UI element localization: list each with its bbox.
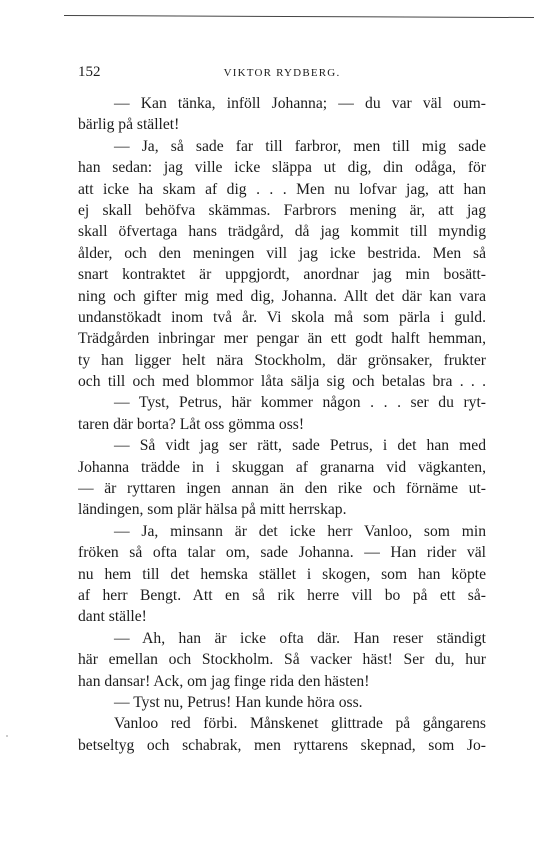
text-line: ty han ligger helt nära Stockholm, där grönsaker, frukter bbox=[78, 351, 486, 369]
text-line: ländingen, som plär hälsa på mitt herrskap. bbox=[78, 501, 347, 519]
text-line: taren där borta? Låt oss gömma oss! bbox=[78, 415, 305, 433]
text-line: — är ryttaren ingen annan än den rike och förnäme ut- bbox=[78, 480, 486, 498]
text-line: han sedan: jag ville icke släppa ut dig, din odåga, för bbox=[78, 159, 486, 177]
text-line: — Kan tänka, inföll Johanna; — du var väl oum- bbox=[114, 95, 486, 112]
text-line: af herr Bengt. Att en så rik herre vill bo på ett så- bbox=[78, 586, 486, 604]
text-line: Johanna trädde in i skuggan af granarna vid vägkanten, bbox=[78, 458, 486, 476]
text-line: undanstökadt inom två år. Vi skola må som pärla i guld. bbox=[78, 308, 486, 326]
text-line: här emellan och Stockholm. Så vacker häst! Ser du, hur bbox=[78, 651, 486, 669]
text-line: Vanloo red förbi. Månskenet glittrade på gångarens bbox=[114, 715, 486, 733]
text-line: han dansar! Ack, om jag finge rida den hästen! bbox=[78, 672, 370, 690]
text-line: skall öfvertaga hans trädgård, då jag kommit till myndig bbox=[78, 223, 486, 241]
text-line: och till och med blommor låta sälja sig och betalas bra . . . bbox=[78, 373, 486, 391]
text-line: dant ställe! bbox=[78, 608, 147, 626]
text-line: ning och gifter mig med dig, Johanna. Allt det där kan vara bbox=[78, 287, 486, 305]
margin-mark bbox=[6, 735, 8, 737]
text-line: — Så vidt jag ser rätt, sade Petrus, i det han med bbox=[114, 437, 486, 455]
text-line: bärlig på stället! bbox=[78, 116, 180, 134]
text-line: ålder, och den meningen vill jag icke bestrida. Men så bbox=[78, 244, 486, 262]
text-line: ej skall behöfva skämmas. Farbrors mening är, att jag bbox=[78, 201, 486, 219]
text-line: nu hem till det hemska stället i skogen, som han köpte bbox=[78, 565, 486, 583]
text-line: Trädgården inbringar mer pengar än ett godt halft hemman, bbox=[78, 330, 486, 348]
page-number: 152 bbox=[78, 64, 101, 80]
text-line: — Ja, så sade far till farbror, men till mig sade bbox=[114, 137, 486, 155]
text-line: snart kontraktet är uppgjordt, anordnar jag min bosätt- bbox=[78, 266, 486, 284]
text-line: — Tyst nu, Petrus! Han kunde höra oss. bbox=[114, 693, 363, 711]
body-text bbox=[78, 93, 486, 756]
text-line: — Tyst, Petrus, här kommer någon . . . ser du ryt- bbox=[114, 394, 486, 412]
text-line: fröken så ofta talar om, sade Johanna. — Han rider väl bbox=[78, 544, 486, 562]
text-line: att icke ha skam af dig . . . Men nu lofvar jag, att han bbox=[78, 180, 486, 198]
text-line: betseltyg och schabrak, men ryttarens skepnad, som Jo- bbox=[78, 736, 486, 754]
page-header bbox=[78, 64, 486, 84]
text-line: — Ja, minsann är det icke herr Vanloo, som min bbox=[114, 522, 486, 540]
text-line: — Ah, han är icke ofta där. Han reser ständigt bbox=[114, 629, 486, 647]
running-title: VIKTOR RYDBERG. bbox=[223, 67, 341, 79]
top-rule bbox=[64, 15, 534, 18]
